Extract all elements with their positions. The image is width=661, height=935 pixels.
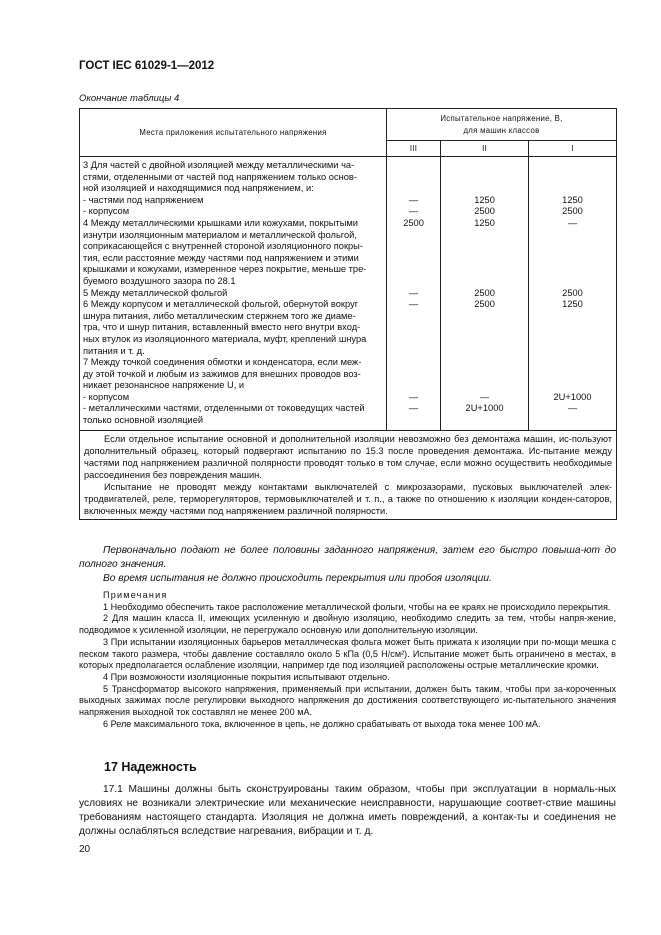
table-value: 2500 <box>474 287 495 298</box>
class-header-i: I <box>529 141 617 157</box>
table-value <box>532 346 613 358</box>
table-value <box>532 264 613 276</box>
table-value <box>444 241 525 253</box>
table-value <box>390 241 437 253</box>
note-item: 5 Трансформатор высокого напряжения, применяемый при испытании, должен быть таким, чтобы при за-короченных выходных зажимах после регулировки выходного напряжения до достижения соответствующего ис-пытательного значения напряжения выходной ток составлял не менее 200 мА. <box>79 683 616 718</box>
table-value: 2500 <box>474 299 495 310</box>
table-value: — <box>567 217 578 228</box>
class-header-ii: II <box>441 141 529 157</box>
class-header-iii: III <box>387 141 441 157</box>
table-cell-line: 7 Между точкой соединения обмотки и конденсатора, если меж- <box>83 357 362 368</box>
table-value <box>532 253 613 265</box>
table-value <box>444 346 525 358</box>
table-value: 2500 <box>403 217 424 228</box>
table-note <box>80 430 617 519</box>
table-body-row <box>80 157 617 431</box>
table-cell-line: 6 Между корпусом и металлической фольгой, обернутой вокруг <box>83 299 359 310</box>
table-value: 2500 <box>474 206 495 217</box>
table-value <box>390 264 437 276</box>
table-cell-line: шнура питания, либо металлическим стержнем того же диаме- <box>83 310 356 321</box>
page-number: 20 <box>79 844 91 855</box>
table-cell-line: изнутри изоляционным материалом и металлической фольгой, <box>83 229 357 240</box>
table-value <box>532 415 613 427</box>
table-value <box>390 346 437 358</box>
table-value <box>390 369 437 381</box>
table-value: — <box>479 391 490 402</box>
table-value: 2500 <box>562 287 583 298</box>
table-value <box>444 415 525 427</box>
table-caption: Окончание таблицы 4 <box>79 93 180 104</box>
section-body <box>79 783 616 839</box>
table-cell-line: ду этой точкой и любым из зажимов для внешних проводов воз- <box>83 368 361 379</box>
table-cell-line: - корпусом <box>83 206 130 217</box>
table-cell-line: тия, если расстояние между частями под напряжением и этими <box>83 252 359 263</box>
note-item: 6 Реле максимального тока, включенное в цепь, не должно срабатывать от выхода тока менее 100 мА. <box>103 718 541 729</box>
section-heading <box>104 760 197 774</box>
table-value <box>444 311 525 323</box>
class-iii-values <box>387 157 441 431</box>
column-header-voltage-line1: Испытательное напряжение, В, <box>440 113 563 123</box>
table-cell-line: крышками и кожухами, измеренное через покрытие, меньше тре- <box>83 264 367 275</box>
table-value: — <box>408 194 419 205</box>
table-value <box>532 276 613 288</box>
table-value <box>532 369 613 381</box>
table-value <box>444 334 525 346</box>
table-note-paragraph-2: Испытание не проводят между контактами выключателей с микрозазорами, пусковых выключателей элек-тродвигателей, реле, терморегуляторов, термовыключателей и т. п., а также по отношению к изоляции конден-саторов, включенных между частями под напряжением различной полярности. <box>84 481 612 516</box>
table-value: 2U+1000 <box>553 391 592 402</box>
table-value: 1250 <box>562 194 583 205</box>
table-value <box>532 172 613 184</box>
table-value: 2U+1000 <box>465 403 504 414</box>
table-value: — <box>408 287 419 298</box>
table-value <box>390 183 437 195</box>
table-value <box>532 357 613 369</box>
locations-cell <box>80 157 387 431</box>
table-value <box>390 230 437 242</box>
table-value <box>390 380 437 392</box>
section-paragraph: 17.1 Машины должны быть сконструированы таким образом, чтобы при эксплуатации в нормаль-ных условиях не возникали электрические или механические неисправности, нарушающие соответ-ствие машины требованиям настоящего стандарта. Изоляция не должна иметь повреждений, а контак-ты и соединения не должны ослабляться вследствие нагревания, вибрации и т. д. <box>79 784 616 837</box>
table-value <box>444 230 525 242</box>
table-cell-line: буемого воздушного зазора по 28.1 <box>83 275 236 286</box>
note-item: 3 При испытании изоляционных барьеров металлическая фольга может быть прижата к изоляции при по-мощи мешка с песком такого размера, чтобы давление составляло около 5 кПа (0,5 Н/см²). Испытание может быть ограничено в местах, в которых предполагается ослабление изоляции, например где под изоляцией расположены острые металлические кромки. <box>79 636 616 671</box>
table-cell-line: питания и т. д. <box>83 345 145 356</box>
table-value: — <box>408 391 419 402</box>
table-value <box>532 322 613 334</box>
table-value <box>390 334 437 346</box>
notes-block <box>79 590 616 730</box>
class-i-values <box>529 157 617 431</box>
table-value: 1250 <box>474 217 495 228</box>
note-item: 1 Необходимо обеспечить такое расположение металлической фольги, чтобы на ее краях не происходило перекрытия. <box>103 601 611 612</box>
paragraph-no-breakdown: Во время испытания не должно происходить перекрытия или пробоя изоляции. <box>103 573 492 584</box>
notes-heading: Примечания <box>103 590 168 600</box>
table-cell-line: тра, что и шнур питания, вставленный вместо него внутри вход- <box>83 322 361 333</box>
table-value: 1250 <box>562 299 583 310</box>
document-header: ГОСТ IEC 61029-1—2012 <box>79 60 215 72</box>
table-value: — <box>567 403 578 414</box>
column-header-voltage <box>387 109 617 141</box>
table-value <box>390 172 437 184</box>
table-cell-line: - корпусом <box>83 391 130 402</box>
note-item: 2 Для машин класса II, имеющих усиленную и двойную изоляцию, необходимо следить за тем, чтобы напря-жение, подводимое к усиленной изоляции, не перегружало основную или дополнительную изоляции. <box>79 613 616 636</box>
table-value <box>390 415 437 427</box>
table-value <box>390 276 437 288</box>
table-value <box>390 311 437 323</box>
table-value <box>532 311 613 323</box>
table-value <box>444 253 525 265</box>
table-value <box>444 264 525 276</box>
table-cell-line: ных втулок из изоляционного материала, муфт, креплений шнура <box>83 333 367 344</box>
table-value: — <box>408 299 419 310</box>
table-cell-line: соприкасающейся с внутренней стороной изоляционного покры- <box>83 241 363 252</box>
table-value <box>532 241 613 253</box>
table-value <box>444 369 525 381</box>
body-paragraphs <box>79 544 616 586</box>
table-value <box>532 160 613 172</box>
table-value <box>444 172 525 184</box>
section-title: Надежность <box>121 760 197 774</box>
paragraph-initial-voltage: Первоначально подают не более половины заданного напряжения, затем его быстро повыша-ют до полного значения. <box>79 545 616 570</box>
test-voltage-table <box>79 108 617 520</box>
table-cell-line: 5 Между металлической фольгой <box>83 287 228 298</box>
table-note-paragraph-1: Если отдельное испытание основной и дополнительной изоляции невозможно без демонтажа машин, ис-пользуют дополнительный образец, который подвергают испытанию по 15.3 после проведения демонтажа. Ис-пытание между частями под напряжением различной полярности проводят только в том случае, если можно осуществить необходимые рассоединения без повреждения машин. <box>84 433 612 480</box>
table-value <box>390 322 437 334</box>
table-value <box>532 334 613 346</box>
table-value: 2500 <box>562 206 583 217</box>
table-value <box>444 183 525 195</box>
table-value <box>532 230 613 242</box>
table-value <box>444 276 525 288</box>
table-value <box>390 357 437 369</box>
table-value <box>532 183 613 195</box>
table-value <box>390 160 437 172</box>
table-value: — <box>408 206 419 217</box>
table-cell-line: только основной изоляцией <box>83 415 204 426</box>
section-number: 17 <box>104 760 118 774</box>
table-cell-line: стями, отделенными от частей под напряжением только основ- <box>83 171 357 182</box>
table-cell-line: ной изоляцией и находящимися под напряжением, и: <box>83 183 314 194</box>
table-cell-line: 3 Для частей с двойной изоляцией между металлическими ча- <box>83 160 355 170</box>
table-cell-line: никает резонансное напряжение U, и <box>83 380 245 391</box>
table-value <box>532 380 613 392</box>
table-value: — <box>408 403 419 414</box>
column-header-locations: Места приложения испытательного напряжения <box>80 109 387 157</box>
note-item: 4 При возможности изоляционные покрытия испытывают отдельно. <box>103 671 390 682</box>
class-ii-values <box>441 157 529 431</box>
table-value <box>444 380 525 392</box>
table-cell-line: - металлическими частями, отделенными от токоведущих частей <box>83 403 365 414</box>
table-cell-line: - частями под напряжением <box>83 194 204 205</box>
table-value <box>444 160 525 172</box>
table-value <box>444 357 525 369</box>
column-header-voltage-line2: для машин классов <box>463 125 540 135</box>
table-value <box>390 253 437 265</box>
table-cell-line: 4 Между металлическими крышками или кожухами, покрытыми <box>83 217 358 228</box>
table-value <box>444 322 525 334</box>
table-value: 1250 <box>474 194 495 205</box>
